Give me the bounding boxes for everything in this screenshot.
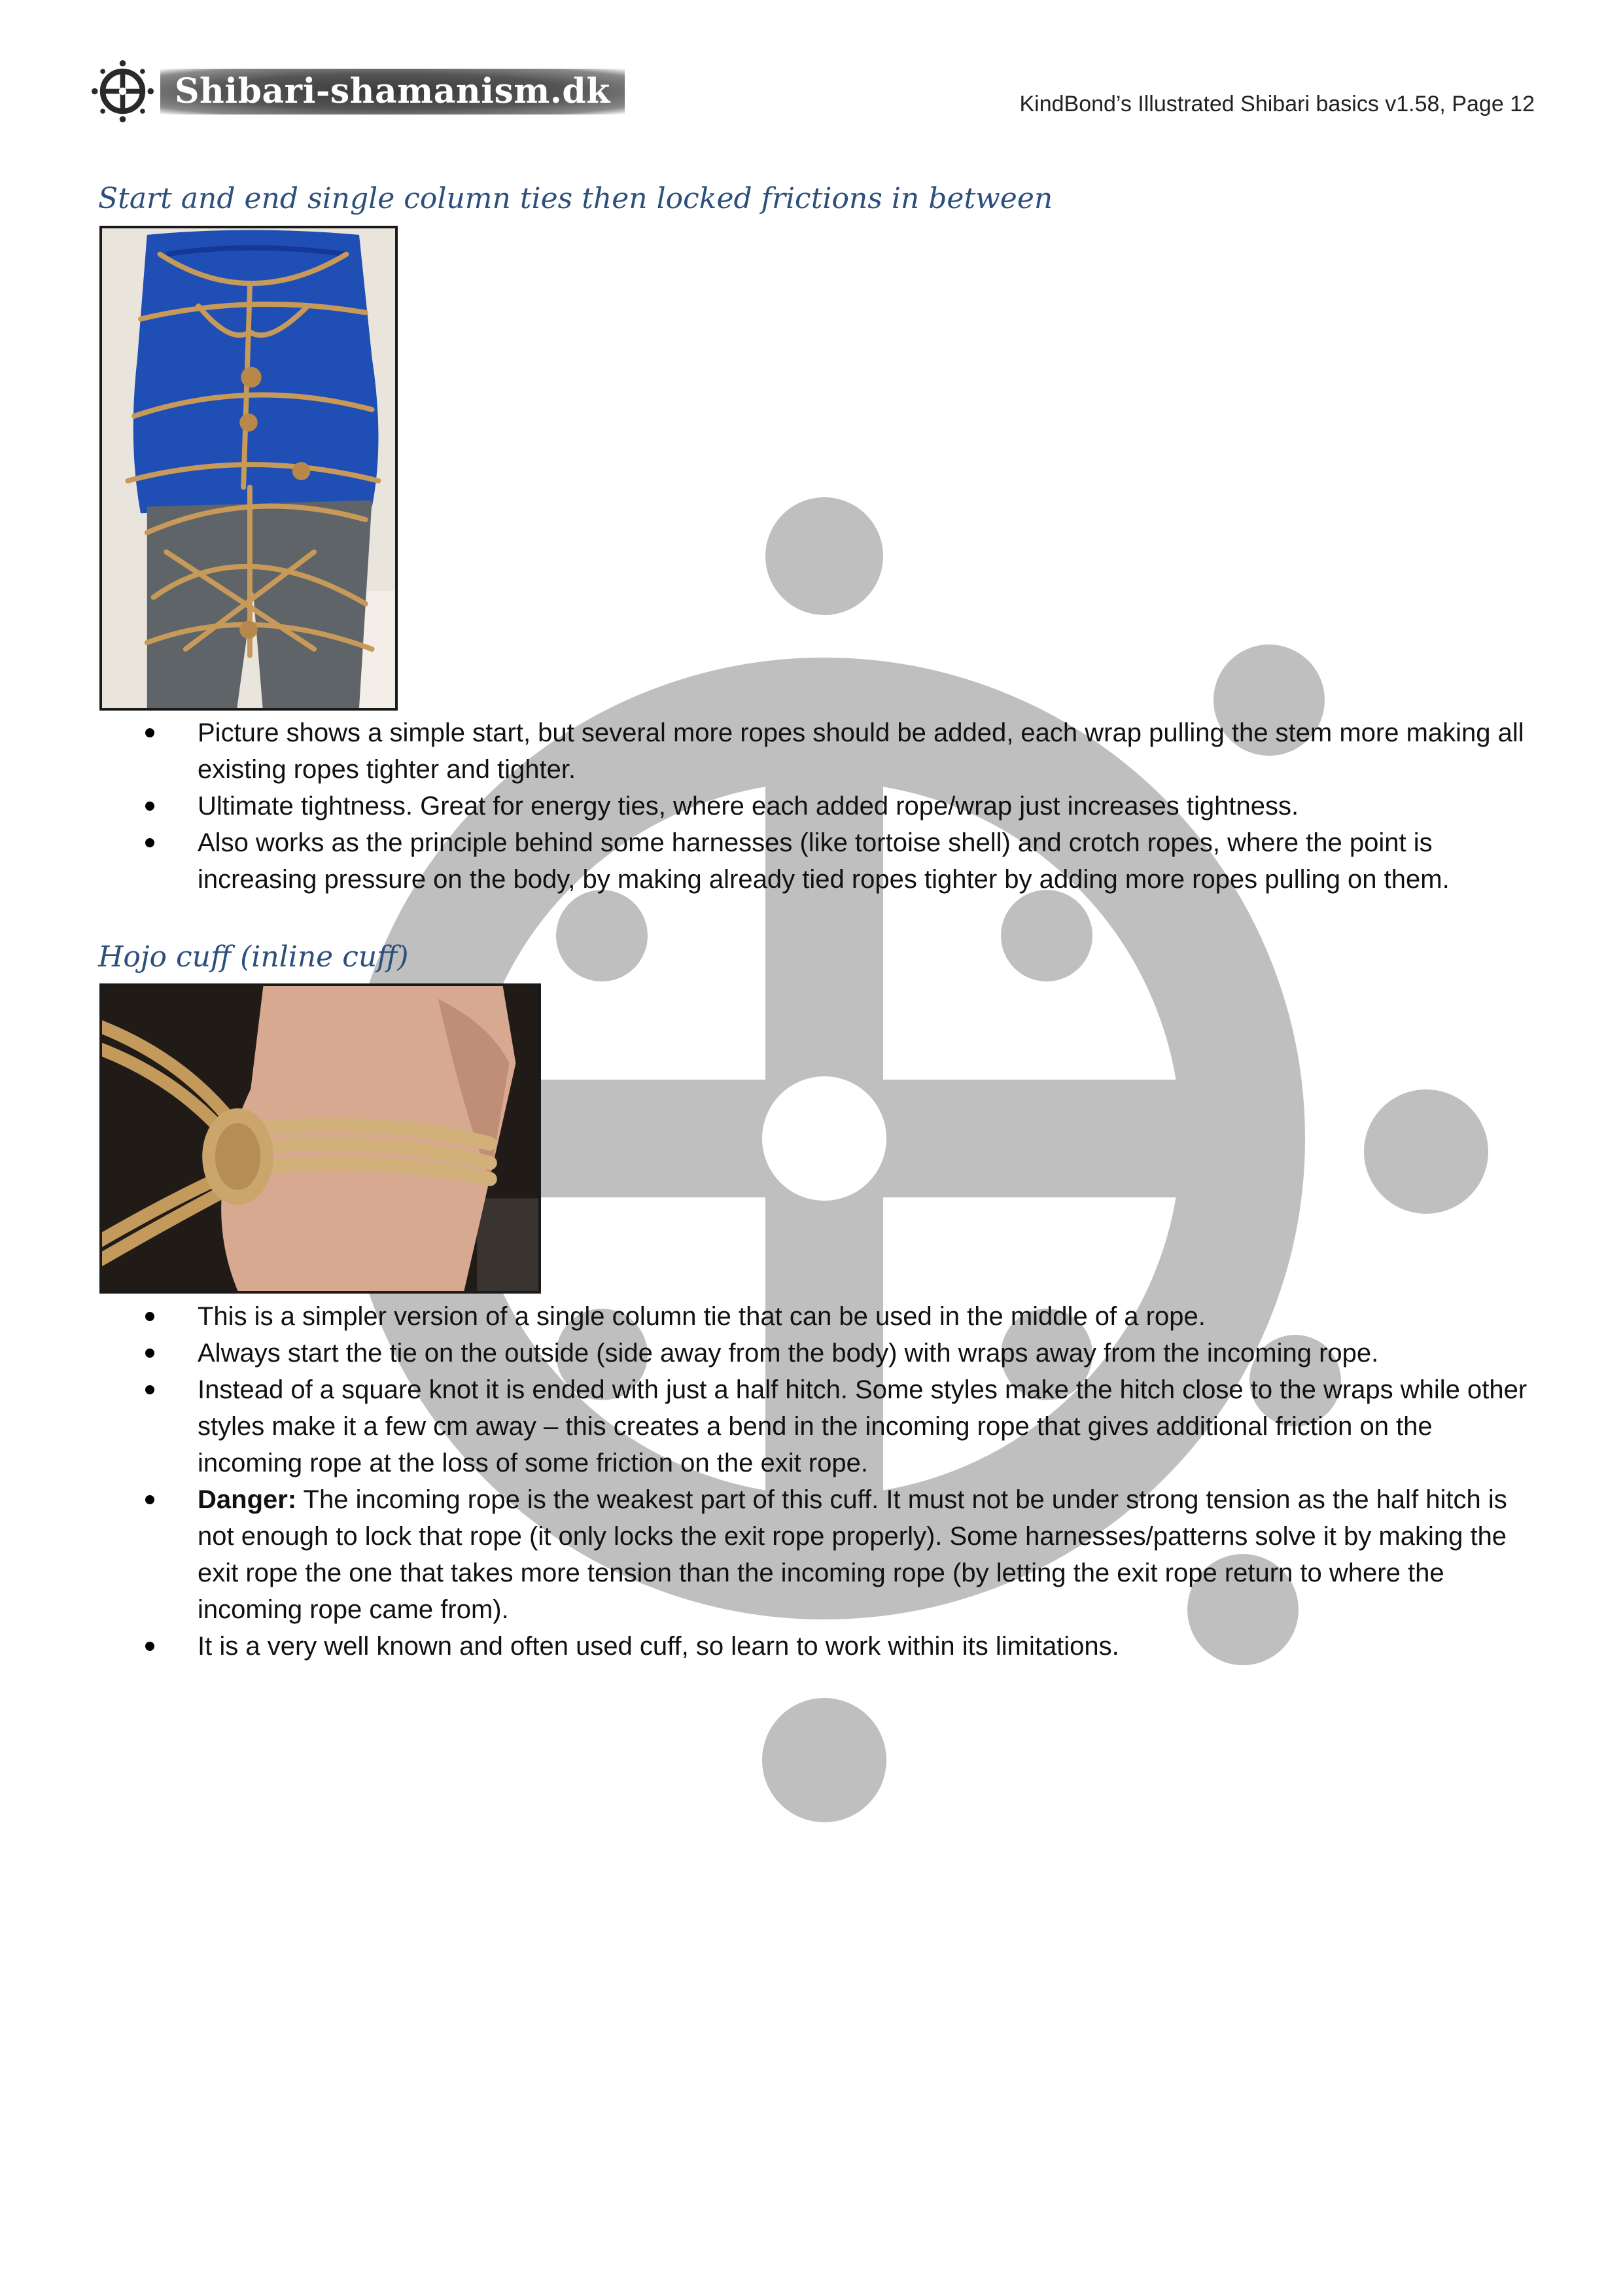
bullet-icon — [145, 1349, 154, 1358]
shibari-symbol-icon — [92, 60, 154, 122]
danger-label: Danger: — [198, 1485, 297, 1514]
section-heading-locked-frictions: Start and end single column ties then locked frictions in between — [98, 182, 1053, 215]
bullet-icon — [145, 1312, 154, 1321]
list-item: Picture shows a simple start, but several more ropes should be added, each wrap pulling the stem more making all existing ropes tighter and tighter. — [98, 715, 1537, 788]
list-item-danger: Danger: The incoming rope is the weakest part of this cuff. It must not be under strong tension as the half hitch is not enough to lock that rope (it only locks the exit rope properly). Some harnesses/patterns solve it by making the exit rope the one that takes more tension than the incoming rope (by letting the exit rope return to where the incoming rope came from). — [98, 1481, 1537, 1628]
hojo-cuff-arm-photo — [99, 983, 541, 1294]
bullet-icon — [145, 802, 154, 811]
list-item: Also works as the principle behind some harnesses (like tortoise shell) and crotch ropes, where the point is increasing pressure on the body, by making already tied ropes tighter by adding more ropes pulling on them. — [98, 824, 1537, 898]
rope-tie-torso-legs-photo — [99, 226, 398, 711]
bullet-icon — [145, 1642, 154, 1651]
running-title: KindBond’s Illustrated Shibari basics v1.58, Page 12 — [1019, 92, 1535, 116]
section-heading-hojo-cuff: Hojo cuff (inline cuff) — [98, 940, 409, 974]
list-item: It is a very well known and often used cuff, so learn to work within its limitations. — [98, 1628, 1537, 1665]
logo-text: Shibari-shamanism.dk — [160, 69, 625, 115]
bullet-icon — [145, 1385, 154, 1394]
bullet-icon — [145, 1495, 154, 1504]
bullet-icon — [145, 838, 154, 847]
list-item: This is a simpler version of a single column tie that can be used in the middle of a rope. — [98, 1298, 1537, 1335]
list-item: Ultimate tightness. Great for energy ties, where each added rope/wrap just increases tightness. — [98, 788, 1537, 824]
bullet-list-hojo-cuff — [98, 1298, 1537, 1665]
site-logo — [92, 60, 625, 122]
list-item: Always start the tie on the outside (side away from the body) with wraps away from the incoming rope. — [98, 1335, 1537, 1371]
list-item: Instead of a square knot it is ended with just a half hitch. Some styles make the hitch close to the wraps while other styles make it a few cm away – this creates a bend in the incoming rope that gives additional friction on the incoming rope at the loss of some friction on the exit rope. — [98, 1371, 1537, 1481]
bullet-icon — [145, 728, 154, 737]
bullet-list-locked-frictions — [98, 715, 1537, 898]
